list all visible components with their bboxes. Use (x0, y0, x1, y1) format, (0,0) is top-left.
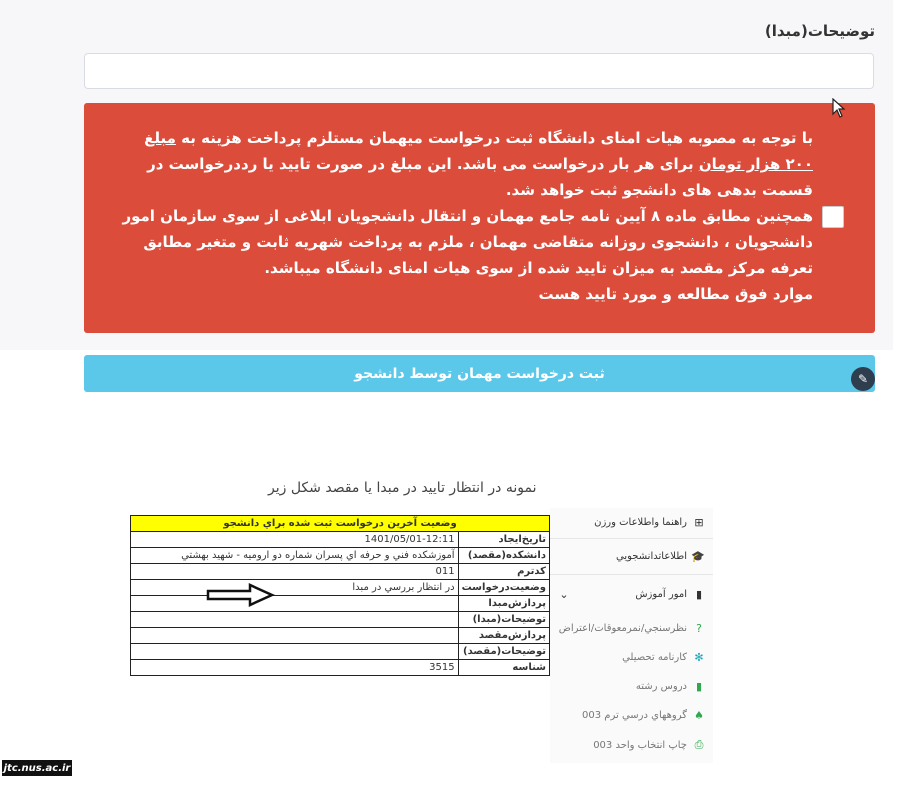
table-row (131, 580, 550, 596)
question-icon: ? (696, 622, 702, 635)
alert-paragraph-confirm: موارد فوق مطالعه و مورد تایید هست (538, 285, 813, 303)
table-row (131, 644, 550, 660)
row-key: كدترم (458, 564, 549, 580)
bell-icon: ♠ (694, 709, 704, 722)
row-key: توضيحات(مقصد) (458, 644, 549, 660)
sidebar-subitem-survey[interactable] (559, 622, 705, 635)
table-row (131, 628, 550, 644)
status-table-header: وضعيت آخرين درخواست ثبت شده براي دانشجو (131, 516, 550, 532)
sidebar-subitem-label: چاپ انتخاب واحد 003 (593, 739, 687, 751)
sidebar-subitem-label: دروس رشته (635, 681, 687, 692)
row-value (131, 596, 459, 612)
sample-sidebar (550, 508, 713, 763)
sidebar-subitem-courses[interactable] (636, 680, 705, 693)
table-row (131, 532, 550, 548)
sidebar-item-label: اطلاعاتدانشجويي (616, 551, 687, 562)
alert-text (113, 125, 813, 307)
table-row (131, 612, 550, 628)
row-key: پردازش‌مقصد (458, 628, 549, 644)
description-label: توضیحات(مبدا) (764, 22, 875, 40)
table-row (131, 596, 550, 612)
mouse-cursor-icon (832, 98, 846, 118)
sidebar-subitem-label: گروههاي درسي ترم 003 (582, 710, 687, 721)
row-key: پردازش‌مبدا (458, 596, 549, 612)
row-key: دانشكده(مقصد) (458, 548, 549, 564)
sidebar-subitem-transcript[interactable] (622, 651, 705, 664)
edit-pencil-icon[interactable]: ✎ (851, 367, 875, 391)
accept-terms-checkbox[interactable] (822, 206, 844, 228)
row-value (131, 628, 459, 644)
sidebar-subitem-label: نظرسنجي/نمرمعوقات/اعتراض (558, 623, 687, 634)
sidebar-subitem-print-enrollment[interactable] (593, 738, 705, 752)
row-key: وضعيت‌درخواست (458, 580, 549, 596)
site-watermark: jtc.nus.ac.ir (2, 760, 72, 776)
row-key: توضيحات(مبدا) (458, 612, 549, 628)
row-value: 3515 (131, 660, 459, 676)
row-value: 1401/05/01-12:11 (131, 532, 459, 548)
sidebar-item-education[interactable] (558, 588, 705, 601)
row-value (131, 612, 459, 628)
sidebar-subitem-label: كارنامه تحصيلي (622, 652, 687, 663)
alert-fee-amount: مبلغ ۲۰۰ هزار تومان (144, 129, 813, 173)
row-key: شناسه (458, 660, 549, 676)
request-status-table (130, 515, 550, 676)
alert-paragraph-tuition: همچنین مطابق ماده ۸ آیین نامه جامع مهمان و انتقال دانشجویان ابلاغی از سوی سازمان امور دانشجویان ، دانشجوی روزانه متقاضی مهمان ، ملزم به پرداخت شهریه ثابت و متغیر مطابق تعرفه مرکز مقصد به میزان تایید شده از سوی هیات امنای دانشگاه میباشد. (122, 207, 813, 277)
row-key: تاريخ‌ايجاد (458, 532, 549, 548)
chevron-down-icon: ⌄ (559, 588, 569, 601)
book-icon: ▮ (695, 588, 703, 601)
graduation-cap-icon: 🎓 (691, 550, 705, 563)
printer-icon: ⎙ (694, 738, 704, 751)
sidebar-item-group (635, 588, 705, 601)
arrow-right-icon (206, 583, 276, 607)
gear-icon: ✻ (694, 651, 704, 664)
table-row (131, 548, 550, 564)
sidebar-divider (550, 538, 713, 539)
sidebar-subitem-course-groups[interactable] (582, 709, 705, 722)
bookmark-icon: ▮ (695, 680, 703, 693)
fee-alert (84, 103, 875, 333)
sidebar-item-label: امور آموزش (635, 589, 687, 600)
sidebar-item-student-info[interactable] (616, 550, 705, 563)
alert-fee-text: با توجه به مصوبه هیات امنای دانشگاه ثبت درخواست میهمان مستلزم پرداخت هزینه به (175, 129, 813, 147)
submit-guest-request-button[interactable]: ثبت درخواست مهمان توسط دانشجو (84, 355, 875, 392)
sidebar-item-guide[interactable] (594, 516, 705, 529)
sample-screenshot (123, 508, 713, 763)
table-row (131, 660, 550, 676)
sample-caption: نمونه در انتظار تایید در مبدا یا مقصد شکل زیر (268, 480, 537, 496)
alert-paragraph-fee (113, 125, 813, 203)
description-input[interactable] (84, 53, 874, 89)
row-value: 011 (131, 564, 459, 580)
row-value (131, 644, 459, 660)
sidebar-item-label: راهنما واطلاعات ورزن (594, 517, 687, 528)
sitemap-icon: ⊞ (694, 516, 704, 529)
row-value: در انتظار بررسي در مبدا (131, 580, 459, 596)
alert-fee-text-end: برای هر بار درخواست می باشد. این مبلغ در صورت تایید یا رددرخواست در قسمت بدهی های دانشجو ثبت خواهد شد. (147, 155, 813, 199)
row-value: آموزشكده فني و حرفه اي پسران شماره دو اروميه - شهيد بهشتي (131, 548, 459, 564)
table-row (131, 564, 550, 580)
sidebar-divider (550, 574, 713, 575)
